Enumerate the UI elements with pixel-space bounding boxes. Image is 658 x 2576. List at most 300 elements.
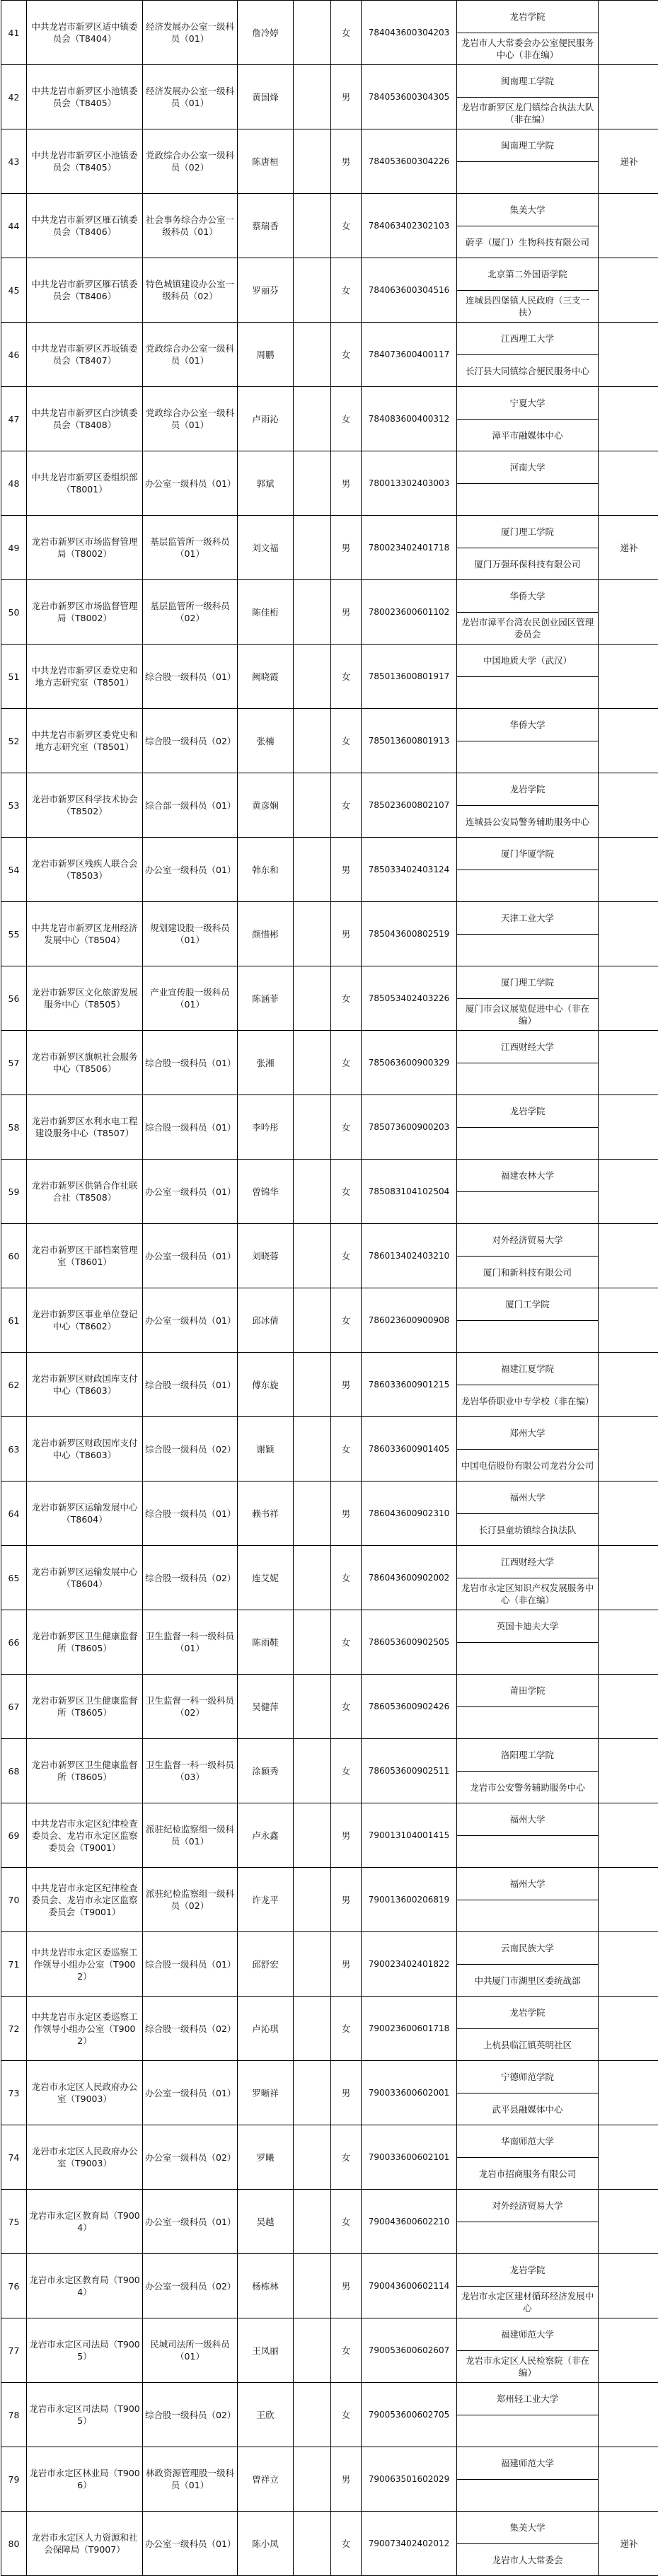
admission-ticket-cell: 786023600900908 — [362, 1288, 457, 1353]
graduate-school: 龙岩学院 — [457, 1095, 598, 1127]
position-cell: 规划建设股一级科员（01） — [143, 902, 238, 966]
note-cell — [599, 1546, 658, 1610]
row-number-cell: 77 — [1, 2318, 27, 2383]
position-cell: 党政综合办公室一级科员（01） — [143, 323, 238, 387]
graduate-school: 龙岩学院 — [457, 773, 598, 805]
row-number-cell: 47 — [1, 387, 27, 451]
gender-cell: 男 — [331, 65, 362, 129]
education-work-cell — [457, 2447, 599, 2512]
graduate-school: 厦门理工学院 — [457, 966, 598, 998]
education-work-cell — [457, 516, 599, 580]
candidate-name-cell: 许龙平 — [238, 1868, 294, 1932]
table-row — [1, 580, 658, 645]
row-number-cell: 49 — [1, 516, 27, 580]
gender-cell: 男 — [331, 580, 362, 645]
recruiting-unit-cell: 中共龙岩市永定区委巡察工作领导小组办公室（T9002） — [27, 1932, 143, 1997]
admission-ticket-cell: 785043600802519 — [362, 902, 457, 966]
blank-cell — [294, 1546, 331, 1610]
graduate-school: 江西理工大学 — [457, 323, 598, 354]
recruiting-unit-cell: 龙岩市新罗区财政国库支付中心（T8603） — [27, 1353, 143, 1417]
admission-ticket-cell: 790023600601718 — [362, 1997, 457, 2061]
candidate-name-cell: 邱舒宏 — [238, 1932, 294, 1997]
row-number-cell: 53 — [1, 773, 27, 838]
graduate-school: 厦门工学院 — [457, 1288, 598, 1320]
note-cell — [599, 966, 658, 1031]
admission-ticket-cell: 780013302403003 — [362, 451, 457, 516]
graduate-school: 洛阳理工学院 — [457, 1739, 598, 1771]
recruiting-unit-cell: 中共龙岩市新罗区委党史和地方志研究室（T8501） — [27, 645, 143, 709]
work-unit: 龙岩市新罗区龙门镇综合执法大队（非在编） — [457, 97, 598, 129]
row-number-cell: 52 — [1, 709, 27, 773]
admission-ticket-cell: 790033600602101 — [362, 2125, 457, 2190]
recruiting-unit-cell: 龙岩市新罗区卫生健康监督所（T8605） — [27, 1739, 143, 1803]
note-cell — [599, 1739, 658, 1803]
candidate-name-cell: 韩东和 — [238, 838, 294, 902]
education-work-cell — [457, 1546, 599, 1610]
blank-cell — [294, 2318, 331, 2383]
education-work-cell — [457, 580, 599, 645]
candidate-name-cell: 谢颖 — [238, 1417, 294, 1482]
gender-cell: 男 — [331, 902, 362, 966]
row-number-cell: 60 — [1, 1224, 27, 1288]
admission-ticket-cell: 786033600901215 — [362, 1353, 457, 1417]
note-cell: 递补 — [599, 129, 658, 194]
blank-cell — [294, 773, 331, 838]
note-cell — [599, 902, 658, 966]
graduate-school: 宁夏大学 — [457, 387, 598, 419]
gender-cell: 女 — [331, 1675, 362, 1739]
table-row — [1, 2190, 658, 2254]
work-unit — [457, 483, 598, 515]
education-work-cell — [457, 966, 599, 1031]
admission-ticket-cell: 784063402302103 — [362, 194, 457, 258]
recruiting-unit-cell: 龙岩市新罗区科学技术协会（T8502） — [27, 773, 143, 838]
note-cell — [599, 1803, 658, 1868]
gender-cell: 男 — [331, 1482, 362, 1546]
gender-cell: 女 — [331, 645, 362, 709]
candidate-name-cell: 陈雨鞋 — [238, 1610, 294, 1675]
blank-cell — [294, 580, 331, 645]
gender-cell: 女 — [331, 709, 362, 773]
admission-ticket-cell: 785063600900329 — [362, 1031, 457, 1095]
admission-ticket-cell: 790033600602001 — [362, 2061, 457, 2125]
position-cell: 办公室一级科员（01） — [143, 838, 238, 902]
position-cell: 卫生监督一科一级科员（03） — [143, 1739, 238, 1803]
position-cell: 基层监管所一级科员（02） — [143, 580, 238, 645]
recruiting-unit-cell: 中共龙岩市新罗区雁石镇委员会（T8406） — [27, 258, 143, 323]
row-number-cell: 74 — [1, 2125, 27, 2190]
work-unit: 龙岩市永定区建材循环经济发展中心 — [457, 2286, 598, 2318]
recruiting-unit-cell: 龙岩市永定区人民政府办公室（T9003） — [27, 2125, 143, 2190]
recruiting-unit-cell: 龙岩市永定区司法局（T9005） — [27, 2318, 143, 2383]
blank-cell — [294, 1803, 331, 1868]
gender-cell: 女 — [331, 2318, 362, 2383]
row-number-cell: 61 — [1, 1288, 27, 1353]
work-unit — [457, 1706, 598, 1738]
recruiting-unit-cell: 中共龙岩市新罗区白沙镇委员会（T8408） — [27, 387, 143, 451]
note-cell — [599, 387, 658, 451]
table-row — [1, 1417, 658, 1482]
work-unit — [457, 2479, 598, 2511]
note-cell — [599, 709, 658, 773]
candidate-name-cell: 张湘 — [238, 1031, 294, 1095]
recruiting-unit-cell: 龙岩市新罗区文化旅游发展服务中心（T8505） — [27, 966, 143, 1031]
blank-cell — [294, 129, 331, 194]
table-body — [1, 1, 658, 2576]
blank-cell — [294, 1288, 331, 1353]
work-unit — [457, 1127, 598, 1159]
work-unit — [457, 870, 598, 901]
candidate-name-cell: 黄国烽 — [238, 65, 294, 129]
position-cell: 办公室一级科员（01） — [143, 2512, 238, 2576]
education-work-cell — [457, 65, 599, 129]
recruiting-unit-cell: 龙岩市永定区林业局（T9006） — [27, 2447, 143, 2512]
graduate-school: 江西财经大学 — [457, 1031, 598, 1063]
blank-cell — [294, 2383, 331, 2447]
graduate-school: 对外经济贸易大学 — [457, 2190, 598, 2222]
row-number-cell: 41 — [1, 1, 27, 65]
row-number-cell: 70 — [1, 1868, 27, 1932]
blank-cell — [294, 1353, 331, 1417]
work-unit — [457, 2222, 598, 2253]
education-work-cell — [457, 2254, 599, 2318]
education-work-cell — [457, 645, 599, 709]
gender-cell: 女 — [331, 1288, 362, 1353]
work-unit: 武平县融媒体中心 — [457, 2093, 598, 2125]
table-row — [1, 838, 658, 902]
education-work-cell — [457, 1417, 599, 1482]
position-cell: 经济发展办公室一级科员（01） — [143, 1, 238, 65]
work-unit: 龙岩市永定区人民检察院（非在编） — [457, 2350, 598, 2382]
row-number-cell: 67 — [1, 1675, 27, 1739]
note-cell — [599, 1224, 658, 1288]
work-unit: 龙岩市人大常委会办公室便民服务中心（非在编） — [457, 33, 598, 64]
table-row — [1, 1610, 658, 1675]
admission-ticket-cell: 790013600206819 — [362, 1868, 457, 1932]
admission-ticket-cell: 784053600304305 — [362, 65, 457, 129]
blank-cell — [294, 1224, 331, 1288]
education-work-cell — [457, 1932, 599, 1997]
position-cell: 卫生监督一科一级科员（02） — [143, 1675, 238, 1739]
position-cell: 党政综合办公室一级科员（01） — [143, 387, 238, 451]
admission-ticket-cell: 780023600601102 — [362, 580, 457, 645]
candidate-name-cell: 罗丽芬 — [238, 258, 294, 323]
admission-ticket-cell: 785053402403226 — [362, 966, 457, 1031]
note-cell — [599, 1095, 658, 1160]
blank-cell — [294, 2125, 331, 2190]
row-number-cell: 42 — [1, 65, 27, 129]
note-cell — [599, 2447, 658, 2512]
candidate-name-cell: 阙晓霞 — [238, 645, 294, 709]
admission-ticket-cell: 784083600400312 — [362, 387, 457, 451]
work-unit — [457, 934, 598, 966]
note-cell: 递补 — [599, 516, 658, 580]
graduate-school: 莆田学院 — [457, 1675, 598, 1706]
graduate-school: 华侨大学 — [457, 580, 598, 612]
gender-cell: 男 — [331, 451, 362, 516]
blank-cell — [294, 1739, 331, 1803]
table-row — [1, 1095, 658, 1160]
recruiting-unit-cell: 中共龙岩市新罗区苏坂镇委员会（T8407） — [27, 323, 143, 387]
education-work-cell — [457, 709, 599, 773]
position-cell: 综合股一级科员（01） — [143, 645, 238, 709]
row-number-cell: 73 — [1, 2061, 27, 2125]
education-work-cell — [457, 258, 599, 323]
admission-ticket-cell: 784043600304203 — [362, 1, 457, 65]
candidate-name-cell: 陈唐桓 — [238, 129, 294, 194]
graduate-school: 福建农林大学 — [457, 1160, 598, 1191]
graduate-school: 福建江夏学院 — [457, 1353, 598, 1385]
recruiting-unit-cell: 龙岩市永定区教育局（T9004） — [27, 2254, 143, 2318]
note-cell — [599, 773, 658, 838]
education-work-cell — [457, 2383, 599, 2447]
position-cell: 综合部一级科员（01） — [143, 773, 238, 838]
blank-cell — [294, 1675, 331, 1739]
recruiting-unit-cell: 龙岩市新罗区卫生健康监督所（T8605） — [27, 1675, 143, 1739]
row-number-cell: 78 — [1, 2383, 27, 2447]
position-cell: 林政资源管理股一级科员（01） — [143, 2447, 238, 2512]
row-number-cell: 72 — [1, 1997, 27, 2061]
recruiting-unit-cell: 龙岩市新罗区旗帜社会服务中心（T8506） — [27, 1031, 143, 1095]
position-cell: 办公室一级科员（01） — [143, 451, 238, 516]
recruiting-unit-cell: 龙岩市永定区人民政府办公室（T9003） — [27, 2061, 143, 2125]
gender-cell: 男 — [331, 2061, 362, 2125]
position-cell: 产业宣传股一级科员（01） — [143, 966, 238, 1031]
position-cell: 办公室一级科员（02） — [143, 2254, 238, 2318]
admission-ticket-cell: 790023402401822 — [362, 1932, 457, 1997]
note-cell: 递补 — [599, 2512, 658, 2576]
note-cell — [599, 1031, 658, 1095]
work-unit: 龙岩华侨职业中专学校（非在编） — [457, 1385, 598, 1416]
candidate-name-cell: 杨栋林 — [238, 2254, 294, 2318]
position-cell: 办公室一级科员（01） — [143, 2061, 238, 2125]
row-number-cell: 66 — [1, 1610, 27, 1675]
graduate-school: 江西财经大学 — [457, 1546, 598, 1578]
note-cell — [599, 1610, 658, 1675]
position-cell: 综合股一级科员（01） — [143, 1095, 238, 1160]
blank-cell — [294, 645, 331, 709]
work-unit: 龙岩市公安警务辅助服务中心 — [457, 1771, 598, 1803]
table-row — [1, 2383, 658, 2447]
education-work-cell — [457, 1482, 599, 1546]
work-unit — [457, 1320, 598, 1352]
recruiting-unit-cell: 龙岩市永定区司法局（T9005） — [27, 2383, 143, 2447]
gender-cell: 女 — [331, 2125, 362, 2190]
blank-cell — [294, 516, 331, 580]
note-cell — [599, 1482, 658, 1546]
candidate-name-cell: 郭斌 — [238, 451, 294, 516]
admission-ticket-cell: 790043600602210 — [362, 2190, 457, 2254]
graduate-school: 福建师范大学 — [457, 2318, 598, 2350]
graduate-school: 宁德师范学院 — [457, 2061, 598, 2093]
admission-ticket-cell: 790043600602114 — [362, 2254, 457, 2318]
candidate-name-cell: 刘文福 — [238, 516, 294, 580]
recruiting-unit-cell: 龙岩市新罗区运输发展中心（T8604） — [27, 1482, 143, 1546]
table-row — [1, 1288, 658, 1353]
gender-cell: 女 — [331, 1739, 362, 1803]
table-row — [1, 1353, 658, 1417]
blank-cell — [294, 1868, 331, 1932]
recruiting-unit-cell: 龙岩市永定区人力资源和社会保障局（T9007） — [27, 2512, 143, 2576]
admission-ticket-cell: 786053600902511 — [362, 1739, 457, 1803]
row-number-cell: 80 — [1, 2512, 27, 2576]
position-cell: 综合股一级科员（02） — [143, 1997, 238, 2061]
education-work-cell — [457, 1997, 599, 2061]
graduate-school: 集美大学 — [457, 194, 598, 226]
note-cell — [599, 2061, 658, 2125]
note-cell — [599, 580, 658, 645]
recruiting-unit-cell: 龙岩市新罗区供销合作社联合社（T8508） — [27, 1160, 143, 1224]
candidate-name-cell: 陈佳桁 — [238, 580, 294, 645]
blank-cell — [294, 258, 331, 323]
note-cell — [599, 1997, 658, 2061]
admission-ticket-cell: 785033402403124 — [362, 838, 457, 902]
note-cell — [599, 194, 658, 258]
admission-ticket-cell: 786053600902505 — [362, 1610, 457, 1675]
row-number-cell: 79 — [1, 2447, 27, 2512]
gender-cell: 男 — [331, 129, 362, 194]
graduate-school: 闽南理工学院 — [457, 129, 598, 161]
blank-cell — [294, 2512, 331, 2576]
note-cell — [599, 2318, 658, 2383]
note-cell — [599, 1868, 658, 1932]
admission-ticket-cell: 780023402401718 — [362, 516, 457, 580]
education-work-cell — [457, 1095, 599, 1160]
blank-cell — [294, 1932, 331, 1997]
graduate-school: 龙岩学院 — [457, 1997, 598, 2028]
candidate-name-cell: 连艾妮 — [238, 1546, 294, 1610]
gender-cell: 女 — [331, 1610, 362, 1675]
gender-cell: 男 — [331, 1932, 362, 1997]
work-unit: 中国电信股份有限公司龙岩分公司 — [457, 1449, 598, 1481]
education-work-cell — [457, 387, 599, 451]
graduate-school: 厦门理工学院 — [457, 516, 598, 548]
gender-cell: 女 — [331, 2383, 362, 2447]
graduate-school: 福州大学 — [457, 1803, 598, 1835]
blank-cell — [294, 1610, 331, 1675]
position-cell: 综合股一级科员（01） — [143, 1031, 238, 1095]
admission-ticket-cell: 784063600304516 — [362, 258, 457, 323]
note-cell — [599, 323, 658, 387]
table-row — [1, 1739, 658, 1803]
row-number-cell: 64 — [1, 1482, 27, 1546]
candidate-name-cell: 傅东旋 — [238, 1353, 294, 1417]
admission-ticket-cell: 785013600801917 — [362, 645, 457, 709]
candidate-name-cell: 卢永鑫 — [238, 1803, 294, 1868]
blank-cell — [294, 65, 331, 129]
blank-cell — [294, 1031, 331, 1095]
row-number-cell: 58 — [1, 1095, 27, 1160]
blank-cell — [294, 387, 331, 451]
table-row — [1, 1675, 658, 1739]
recruiting-unit-cell: 中共龙岩市永定区纪律检查委员会、龙岩市永定区监察委员会（T9001） — [27, 1803, 143, 1868]
recruiting-unit-cell: 中共龙岩市新罗区委组织部（T8001） — [27, 451, 143, 516]
education-work-cell — [457, 1288, 599, 1353]
candidate-name-cell: 王欣 — [238, 2383, 294, 2447]
position-cell: 综合股一级科员（02） — [143, 1417, 238, 1482]
table-row — [1, 2125, 658, 2190]
table-row — [1, 773, 658, 838]
gender-cell: 女 — [331, 1031, 362, 1095]
recruiting-unit-cell: 龙岩市新罗区事业单位登记中心（T8602） — [27, 1288, 143, 1353]
blank-cell — [294, 2254, 331, 2318]
table-row — [1, 451, 658, 516]
gender-cell: 女 — [331, 1997, 362, 2061]
graduate-school: 郑州大学 — [457, 1417, 598, 1449]
gender-cell: 女 — [331, 1224, 362, 1288]
gender-cell: 女 — [331, 773, 362, 838]
graduate-school: 龙岩学院 — [457, 1, 598, 33]
note-cell — [599, 451, 658, 516]
recruiting-unit-cell: 中共龙岩市新罗区小池镇委员会（T8405） — [27, 65, 143, 129]
recruiting-unit-cell: 龙岩市新罗区市场监督管理局（T8002） — [27, 516, 143, 580]
row-number-cell: 59 — [1, 1160, 27, 1224]
gender-cell: 女 — [331, 194, 362, 258]
blank-cell — [294, 323, 331, 387]
candidate-name-cell: 黄彦娴 — [238, 773, 294, 838]
education-work-cell — [457, 1353, 599, 1417]
recruiting-unit-cell: 龙岩市新罗区残疾人联合会（T8503） — [27, 838, 143, 902]
note-cell — [599, 1932, 658, 1997]
work-unit: 龙岩市人大常委会 — [457, 2543, 598, 2575]
blank-cell — [294, 2447, 331, 2512]
gender-cell: 女 — [331, 1417, 362, 1482]
row-number-cell: 45 — [1, 258, 27, 323]
position-cell: 办公室一级科员（01） — [143, 2190, 238, 2254]
work-unit: 蔚孚（厦门）生物科技有限公司 — [457, 226, 598, 258]
admission-ticket-cell: 786033600901405 — [362, 1417, 457, 1482]
row-number-cell: 68 — [1, 1739, 27, 1803]
gender-cell: 女 — [331, 1095, 362, 1160]
candidate-name-cell: 赖书祥 — [238, 1482, 294, 1546]
row-number-cell: 71 — [1, 1932, 27, 1997]
note-cell — [599, 2125, 658, 2190]
position-cell: 综合股一级科员（02） — [143, 709, 238, 773]
gender-cell: 女 — [331, 387, 362, 451]
table-row — [1, 2447, 658, 2512]
recruiting-unit-cell: 中共龙岩市新罗区小池镇委员会（T8405） — [27, 129, 143, 194]
graduate-school: 闽南理工学院 — [457, 65, 598, 97]
gender-cell: 男 — [331, 1353, 362, 1417]
position-cell: 办公室一级科员（01） — [143, 1160, 238, 1224]
note-cell — [599, 1353, 658, 1417]
admission-ticket-cell: 785083104102504 — [362, 1160, 457, 1224]
graduate-school: 对外经济贸易大学 — [457, 1224, 598, 1256]
work-unit — [457, 1642, 598, 1674]
blank-cell — [294, 838, 331, 902]
work-unit — [457, 1191, 598, 1223]
work-unit: 中共厦门市湖里区委统战部 — [457, 1964, 598, 1996]
candidate-name-cell: 涂颖秀 — [238, 1739, 294, 1803]
gender-cell: 女 — [331, 1546, 362, 1610]
work-unit: 龙岩市招商服务有限公司 — [457, 2157, 598, 2189]
gender-cell: 男 — [331, 2254, 362, 2318]
position-cell: 办公室一级科员（02） — [143, 2125, 238, 2190]
position-cell: 经济发展办公室一级科员（01） — [143, 65, 238, 129]
table-row — [1, 2061, 658, 2125]
gender-cell: 男 — [331, 1803, 362, 1868]
graduate-school: 华南师范大学 — [457, 2125, 598, 2157]
work-unit: 厦门和新科技有限公司 — [457, 1256, 598, 1288]
graduate-school: 河南大学 — [457, 451, 598, 483]
table-row — [1, 1224, 658, 1288]
table-row — [1, 258, 658, 323]
education-work-cell — [457, 2318, 599, 2383]
note-cell — [599, 838, 658, 902]
recruiting-unit-cell: 龙岩市新罗区卫生健康监督所（T8605） — [27, 1610, 143, 1675]
graduate-school: 北京第二外国语学院 — [457, 258, 598, 290]
position-cell: 派驻纪检监察组一级科员（01） — [143, 1803, 238, 1868]
